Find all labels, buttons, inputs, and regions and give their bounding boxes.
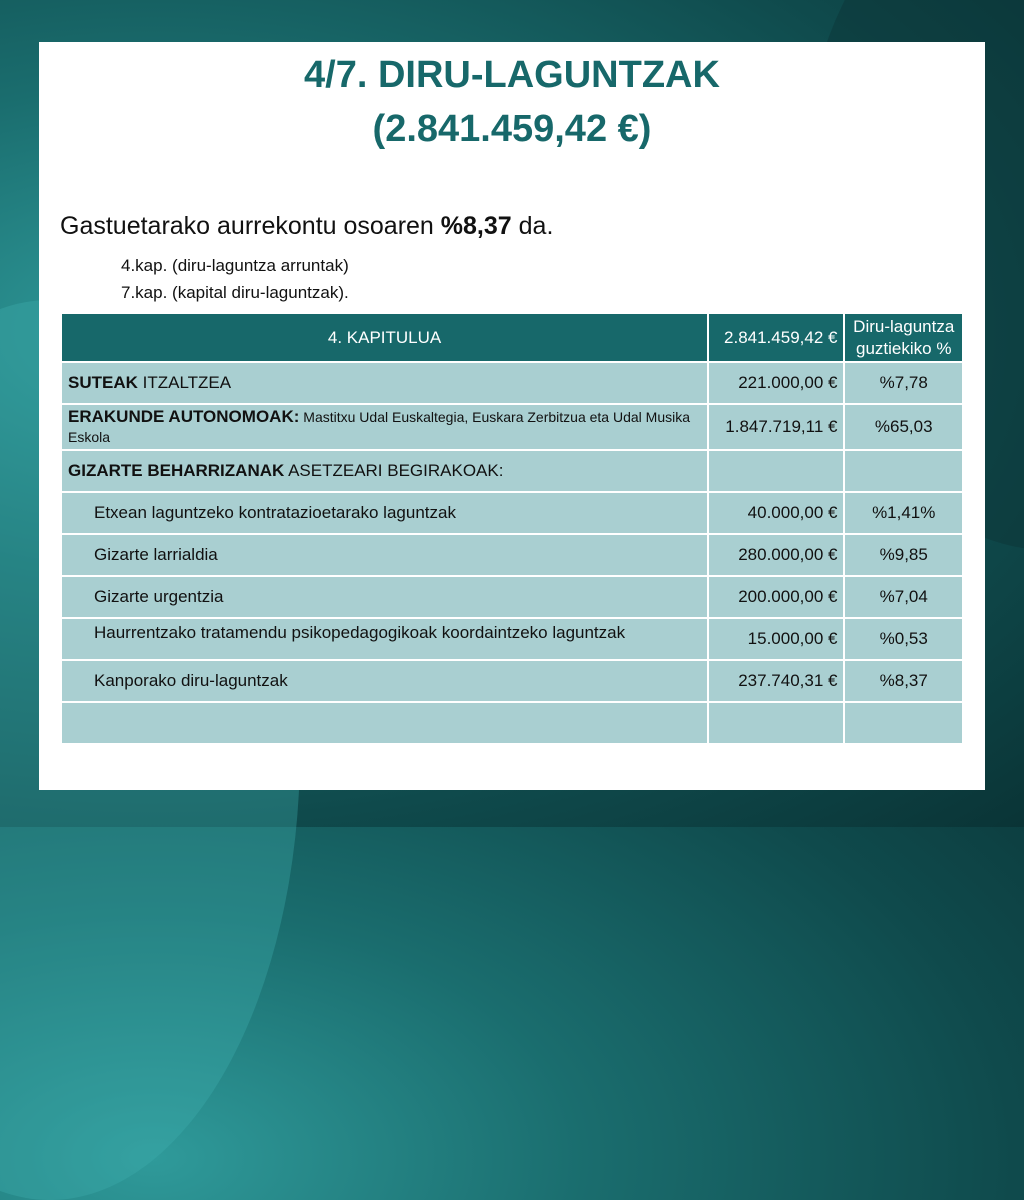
- row-label: Gizarte larrialdia: [61, 534, 708, 576]
- row-label: [61, 404, 708, 450]
- row-label: [61, 362, 708, 404]
- row-amount: 1.847.719,11 €: [708, 404, 844, 450]
- table-row: [61, 576, 963, 618]
- row-label: Kanporako diru-laguntzak: [61, 660, 708, 702]
- header-amount: 2.841.459,42 €: [708, 313, 844, 362]
- slide-title-amount: (2.841.459,42 €): [372, 108, 652, 150]
- row-label: [61, 450, 708, 492]
- row-pct: %65,03: [844, 404, 963, 450]
- row-amount: 280.000,00 €: [708, 534, 844, 576]
- empty-cell: [61, 702, 708, 744]
- table-row: [61, 450, 963, 492]
- slide-title: 4/7. DIRU-LAGUNTZAK: [304, 54, 720, 96]
- row-pct: [844, 450, 963, 492]
- row-amount: 200.000,00 €: [708, 576, 844, 618]
- budget-table: [60, 312, 964, 745]
- row-pct: %7,04: [844, 576, 963, 618]
- intro-prefix: Gastuetarako aurrekontu osoaren: [60, 212, 441, 240]
- row-amount: [708, 450, 844, 492]
- table-header: [61, 313, 963, 362]
- row-pct: %7,78: [844, 362, 963, 404]
- row-label-bold: SUTEAK: [68, 373, 138, 392]
- table-row: [61, 492, 963, 534]
- intro-suffix: da.: [511, 212, 554, 240]
- row-amount: 40.000,00 €: [708, 492, 844, 534]
- table-row: [61, 618, 963, 660]
- row-label-bold: GIZARTE BEHARRIZANAK: [68, 461, 285, 480]
- table-row: [61, 660, 963, 702]
- row-amount: 15.000,00 €: [708, 618, 844, 660]
- table-row: [61, 534, 963, 576]
- intro-percent: %8,37: [440, 212, 512, 240]
- intro-text: [60, 212, 553, 241]
- table-row: [61, 362, 963, 404]
- row-label: Haurrentzako tratamendu psikopedagogikoak koordaintzeko laguntzak: [61, 618, 708, 660]
- empty-cell: [844, 702, 963, 744]
- row-amount: 221.000,00 €: [708, 362, 844, 404]
- row-pct: %1,41%: [844, 492, 963, 534]
- header-chapter: 4. KAPITULUA: [61, 313, 708, 362]
- row-pct: %9,85: [844, 534, 963, 576]
- row-label-rest: Mastitxu Udal Euskaltegia, Euskara Zerbitzua eta Udal Musika Eskola: [68, 409, 691, 445]
- empty-cell: [708, 702, 844, 744]
- subnote-chapter-4: 4.kap. (diru-laguntza arruntak): [121, 256, 349, 275]
- row-label-bold: ERAKUNDE AUTONOMOAK:: [68, 407, 300, 426]
- table-row-empty: [61, 702, 963, 744]
- row-pct: %8,37: [844, 660, 963, 702]
- row-label: Etxean laguntzeko kontratazioetarako laguntzak: [61, 492, 708, 534]
- header-pct-label: Diru-laguntza guztiekiko %: [844, 313, 963, 362]
- subnote-chapter-7: 7.kap. (kapital diru-laguntzak).: [121, 283, 349, 302]
- row-label: Gizarte urgentzia: [61, 576, 708, 618]
- row-label-rest: ITZALTZEA: [137, 373, 232, 392]
- row-amount: 237.740,31 €: [708, 660, 844, 702]
- slide: [39, 42, 985, 790]
- row-pct: %0,53: [844, 618, 963, 660]
- table-row: [61, 404, 963, 450]
- row-label-rest: ASETZEARI BEGIRAKOAK:: [284, 461, 504, 480]
